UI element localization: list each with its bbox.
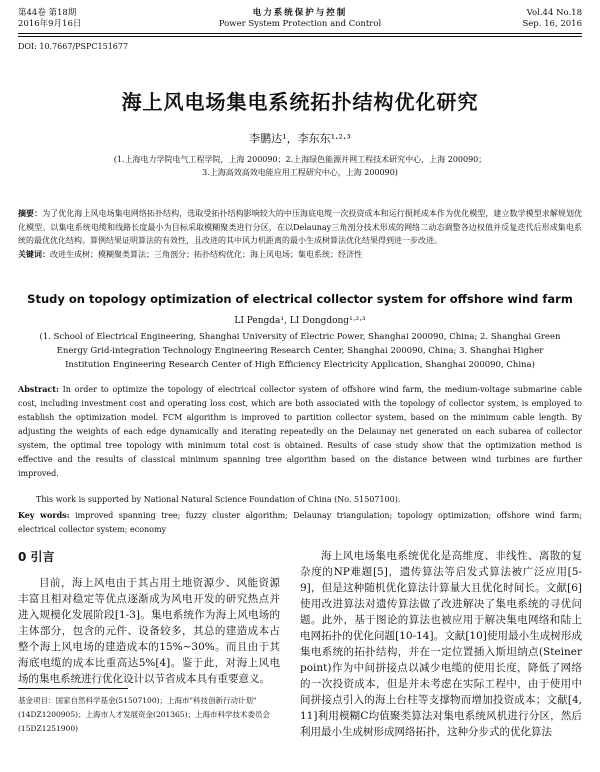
volume-en: Vol.44 No.18 — [526, 8, 582, 18]
affiliation-en-line: (1. School of Electrical Engineering, Shanghai University of Electric Power, Shanghai 200090, China; 2. Shanghai Green — [39, 332, 561, 342]
volume-cn: 第44卷 第18期 — [18, 8, 77, 18]
abstract-en — [18, 382, 582, 481]
body-left-column: 目前，海上风电由于其占用土地资源少、风能资源丰富且相对稳定等优点逐渐成为风电开发的研究热点并进入规模化发展阶段[1-3]。集电系统作为海上风电场的主体部分，包含的元件、设备较多，其总的建造成本占整个海上风电场的建造成本的15%~30%。而且由于其海底电缆的成本比重高达5%[4]。鉴于此，对海上风电场的集电系统进行优化设计以节省成本具有重要意义。 — [18, 577, 280, 685]
keywords-en-label: Key words: — [18, 510, 70, 520]
doi: DOI: 10.7667/PSPC151677 — [18, 42, 129, 51]
paper-title-en: Study on topology optimization of electrical collector system for offshore wind farm — [27, 292, 573, 306]
affiliations-cn — [40, 153, 560, 179]
abstract-cn-text: 为了优化海上风电场集电网络拓扑结构，选取受拓扑结构影响较大的中压海底电缆一次投资成本和运行损耗成本作为优化模型，建立数学模型求解规划优化模型。以集电系统电缆和线路长度最小为目标采取模糊聚类进行分区，在以Delaunay三角剖分技术形成的网络二动态调整各边权值并反复迭代后形成集电系统的最优优化结构。算例结果证明算法的有效性，且改进的其中风力机距离的最小生成树算法优化结果得到进一步改进。 — [18, 209, 583, 245]
section-heading: 0 引言 — [18, 550, 55, 564]
date-cn: 2016年9月16日 — [18, 19, 82, 29]
authors-cn: 李鹏达¹，李东东¹·²·³ — [249, 132, 351, 145]
journal-en: Power System Protection and Control — [218, 19, 382, 29]
affiliation-en-line: Energy Grid-integration Technology Engineering Research Center, Shanghai 200090, China; 3. Shanghai Higher — [56, 346, 544, 356]
header-journal — [0, 8, 600, 30]
paper-title-cn: 海上风电场集电系统拓扑结构优化研究 — [121, 90, 479, 114]
keywords-cn-text: 改进生成树；模糊聚类算法；三角剖分；拓扑结构优化；海上风电场；集电系统；经济性 — [50, 249, 362, 259]
abstract-en-text: In order to optimize the topology of electrical collector system of offshore wind farm, the medium-voltage submarine cable cost, including investment cost and operating loss cost, which are both associated with the topology of collector system, is employed to establish the optimization model. FCM algorithm is improved to partition collector system, based on the minimum cable length. By adjusting the weights of each edge dynamically and iterating repeatedly on the Delaunay net generated on each subarea of collector system, the optimal tree topology with minimum total cost is obtained. Results of case study show that the optimization method is effective and the results of classical minimum spanning tree algorithm based on the distance between wind turbines are further improved. — [18, 385, 582, 478]
keywords-cn-label: 关键词： — [18, 248, 50, 259]
journal-cn: 电力系统保护与控制 — [252, 8, 348, 18]
affiliation-en-line: Institution Engineering Research Center of High Efficiency Electricity Application, Shanghai 200090, China) — [65, 360, 535, 370]
funding-footnote: 基金项目：国家自然科学基金(51507100)；上海市"科技创新行动计划"(14DZ1200905)；上海市人才发展资金(201365)；上海市科学技术委员会(15DZ1251900) — [18, 696, 271, 733]
keywords-en-text: improved spanning tree; fuzzy cluster algorithm; Delaunay triangulation; topology optimization; offshore wind farm; electrical collector system; economy — [18, 511, 582, 534]
date-en: Sep. 16, 2016 — [522, 19, 582, 29]
footnote-rule — [18, 688, 128, 689]
body-right-column: 海上风电场集电系统优化是高维度、非线性、离散的复杂度的NP难题[5]，遗传算法等启发式算法被广泛应用[5-9]，但是这种随机优化算法计算量大且优化时间长。文献[6]使用改进算法对遗传算法做了改进解决了集电系统的寻优问题。此外，基于图论的算法也被应用于解决集电网络和陆上电网拓扑的优化问题[10-14]。文献[10]使用最小生成树形成集电系统的拓扑结构，并在一定位置插入斯坦纳点(Steiner point)作为中间拼接点以减少电缆的使用长度，降低了网络的一次投资成本，但是并未考虑在实际工程中，由于使用中间拼接点引入的海上台柱等支撑物而增加投资成本；文献[4, 11]利用模糊C均值聚类算法对集电系统风机进行分区，然后利用最小生成树形成网络拓扑，这种分步式的优化算法 — [300, 550, 582, 738]
affiliation-cn-line: 3.上海高效高效电能应用工程研究中心，上海 200090) — [202, 168, 398, 177]
header-issue — [522, 8, 582, 30]
affiliations-en — [30, 330, 570, 372]
abstract-en-label: Abstract: — [18, 384, 59, 394]
header-rule-2 — [18, 36, 582, 37]
authors-en: LI Pengda¹, LI Dongdong¹·²·³ — [234, 316, 366, 326]
funding-en: This work is supported by National Natural Science Foundation of China (No. 51507100). — [36, 495, 401, 504]
abstract-cn-label: 摘要： — [18, 208, 43, 218]
keywords-en — [18, 508, 582, 537]
header-rule — [18, 33, 582, 34]
abstract-cn — [18, 207, 582, 261]
affiliation-cn-line: (1.上海电力学院电气工程学院，上海 200090；2.上海绿色能源并网工程技术研究中心，上海 200090； — [113, 155, 487, 164]
